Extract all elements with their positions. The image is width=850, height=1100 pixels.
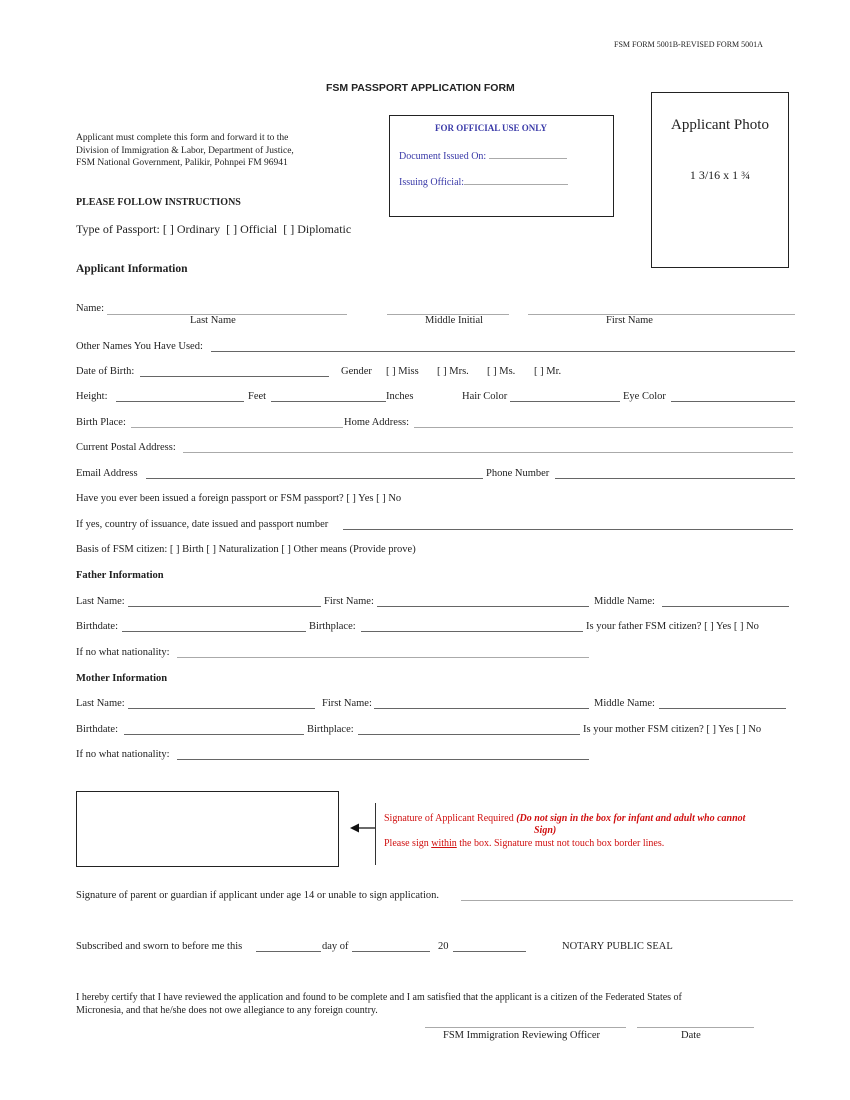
height-label: Height: [76,391,108,402]
gender-mr-checkbox[interactable]: [ ] Mr. [534,366,562,377]
father-last-name-input[interactable] [128,606,321,607]
mother-birthdate-input[interactable] [124,734,304,735]
sworn-day-input[interactable] [256,951,321,952]
gender-miss-checkbox[interactable]: [ ] Miss [386,366,419,377]
home-address-input[interactable] [414,427,793,428]
signature-required-line: Signature of Applicant Required (Do not sign in the box for infant and adult who cannot [384,813,746,824]
signature-divider [375,803,376,865]
mother-middle-name-label: Middle Name: [594,698,655,709]
foreign-passport-question[interactable]: Have you ever been issued a foreign passport or FSM passport? [ ] Yes [ ] No [76,493,402,504]
intro-line-2: Division of Immigration & Labor, Department of Justice, [76,146,294,156]
father-birthdate-input[interactable] [122,631,306,632]
diplomatic-checkbox[interactable]: [ ] Diplomatic [283,222,352,236]
phone-input[interactable] [555,478,795,479]
form-number: FSM FORM 5001B-REVISED FORM 5001A [614,40,763,49]
photo-size: 1 3/16 x 1 ¾ [689,168,751,182]
mother-first-name-input[interactable] [374,708,589,709]
name-label: Name: [76,303,104,314]
officer-signature-input[interactable] [425,1027,626,1028]
arrow-left-icon [350,821,376,835]
passport-type-row [76,222,351,237]
official-checkbox[interactable]: [ ] Official [226,222,278,236]
inches-label: Inches [386,391,414,402]
father-middle-name-label: Middle Name: [594,596,655,607]
hair-color-input[interactable] [510,401,620,402]
father-birthdate-label: Birthdate: [76,621,118,632]
other-names-label: Other Names You Have Used: [76,341,203,352]
mother-first-name-label: First Name: [322,698,372,709]
guardian-signature-input[interactable] [461,900,793,901]
gender-mrs-checkbox[interactable]: [ ] Mrs. [437,366,469,377]
citizenship-basis[interactable]: Basis of FSM citizen: [ ] Birth [ ] Naturalization [ ] Other means (Provide prove) [76,544,416,555]
gender-label: Gender [341,366,372,377]
signature-instructions: Please sign within the box. Signature must not touch box border lines. [384,838,665,849]
mother-last-name-label: Last Name: [76,698,125,709]
date-caption: Date [681,1030,701,1041]
if-yes-label: If yes, country of issuance, date issued and passport number [76,519,329,530]
first-name-caption: First Name [606,315,653,326]
phone-label: Phone Number [486,468,550,479]
mother-section-title: Mother Information [76,673,168,684]
year-prefix-label: 20 [438,941,449,952]
instructions-heading: PLEASE FOLLOW INSTRUCTIONS [76,197,241,208]
page-title: FSM PASSPORT APPLICATION FORM [326,82,515,94]
sworn-month-input[interactable] [352,951,430,952]
mother-birthplace-input[interactable] [358,734,580,735]
official-use-title: FOR OFFICIAL USE ONLY [435,123,547,133]
official-use-box [389,115,614,217]
height-inches-input[interactable] [271,401,386,402]
home-address-label: Home Address: [344,417,410,428]
father-birthplace-input[interactable] [361,631,583,632]
last-name-caption: Last Name [190,315,236,326]
document-issued-label: Document Issued On: [399,148,567,162]
hair-color-label: Hair Color [462,391,508,402]
passport-details-input[interactable] [343,529,793,530]
postal-address-input[interactable] [183,452,793,453]
applicant-section-title: Applicant Information [76,263,188,275]
father-last-name-label: Last Name: [76,596,125,607]
photo-title: Applicant Photo [671,117,769,133]
issuing-official-label: Issuing Official: [399,174,568,188]
mother-birthdate-label: Birthdate: [76,724,118,735]
ordinary-checkbox[interactable]: [ ] Ordinary [162,222,221,236]
father-section-title: Father Information [76,570,164,581]
passport-type-label: Type of Passport: [76,222,160,236]
email-input[interactable] [146,478,483,479]
birth-place-input[interactable] [131,427,343,428]
certify-line-2: Micronesia, and that he/she does not owe allegiance to any foreign country. [76,1005,378,1016]
mother-citizen-question[interactable]: Is your mother FSM citizen? [ ] Yes [ ] No [583,724,762,735]
dob-label: Date of Birth: [76,366,135,377]
middle-initial-caption: Middle Initial [425,315,484,326]
certify-line-1: I hereby certify that I have reviewed the application and found to be complete and I am satisfied that the applicant is a citizen of the Federated States of [76,992,682,1003]
subscribed-label: Subscribed and sworn to before me this [76,941,243,952]
guardian-signature-label: Signature of parent or guardian if applicant under age 14 or unable to sign application. [76,890,440,901]
eye-color-label: Eye Color [623,391,666,402]
eye-color-input[interactable] [671,401,795,402]
officer-caption: FSM Immigration Reviewing Officer [443,1030,600,1041]
first-name-input[interactable] [528,314,795,315]
postal-address-label: Current Postal Address: [76,442,176,453]
mother-nationality-label: If no what nationality: [76,749,170,760]
father-first-name-label: First Name: [324,596,374,607]
applicant-photo-box [651,92,789,268]
notary-seal-label: NOTARY PUBLIC SEAL [562,941,673,952]
dob-input[interactable] [140,376,329,377]
signature-note-continued: Sign) [534,825,557,836]
father-nationality-label: If no what nationality: [76,647,170,658]
father-first-name-input[interactable] [377,606,589,607]
gender-ms-checkbox[interactable]: [ ] Ms. [487,366,516,377]
mother-middle-name-input[interactable] [659,708,786,709]
sworn-year-input[interactable] [453,951,526,952]
officer-date-input[interactable] [637,1027,754,1028]
email-label: Email Address [76,468,138,479]
intro-line-1: Applicant must complete this form and forward it to the [76,133,289,143]
day-of-label: day of [322,941,349,952]
father-birthplace-label: Birthplace: [309,621,356,632]
mother-nationality-input[interactable] [177,759,589,760]
feet-label: Feet [248,391,267,402]
signature-box[interactable] [76,791,339,867]
mother-birthplace-label: Birthplace: [307,724,354,735]
father-nationality-input[interactable] [177,657,589,658]
father-citizen-question[interactable]: Is your father FSM citizen? [ ] Yes [ ] No [586,621,759,632]
intro-line-3: FSM National Government, Palikir, Pohnpei FM 96941 [76,158,288,168]
other-names-input[interactable] [211,351,795,352]
father-middle-name-input[interactable] [662,606,789,607]
mother-last-name-input[interactable] [128,708,315,709]
birth-place-label: Birth Place: [76,417,126,428]
height-feet-input[interactable] [116,401,244,402]
